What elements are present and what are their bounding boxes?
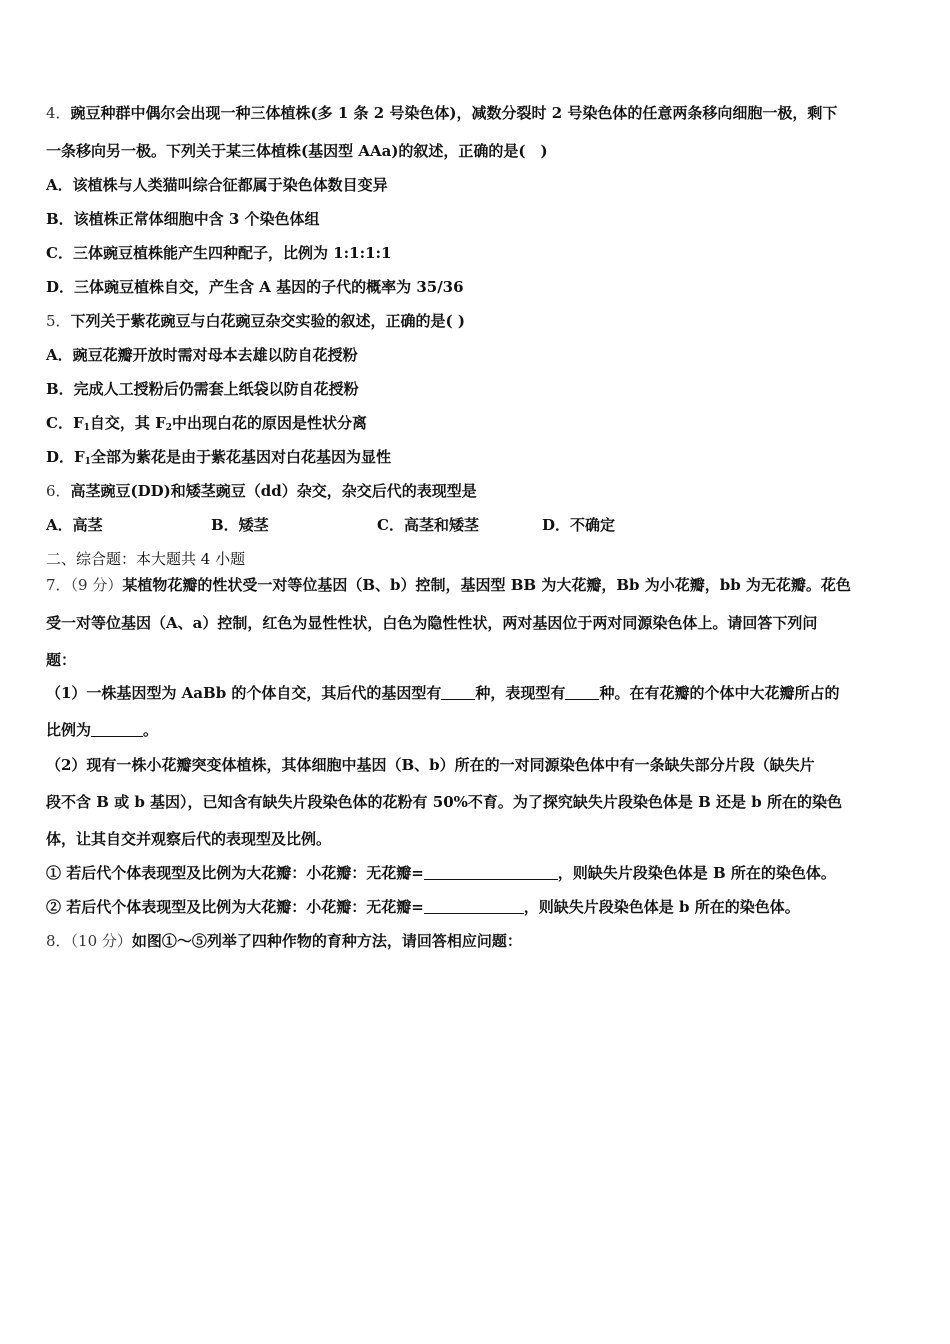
q6-option-a: A．高茎 [46, 516, 103, 534]
q6-option-b: B．矮茎 [211, 516, 269, 534]
q4-option-a: A．该植株与人类猫叫综合征都属于染色体数目变异 [46, 176, 388, 194]
q6-option-d: D．不确定 [542, 516, 616, 534]
q8-stem: 8．（10 分）如图①～⑤列举了四种作物的育种方法，请回答相应问题： [46, 932, 522, 950]
q7-part2-line3: 体，让其自交并观察后代的表现型及比例。 [46, 830, 332, 848]
q4-stem-line2: 一条移向另一极。下列关于某三体植株(基因型 AAa)的叙述，正确的是( ) [46, 142, 548, 160]
section-heading: 二、综合题：本大题共 4 小题 [46, 550, 246, 568]
q8-number: 8． [46, 932, 71, 950]
q5-option-b: B．完成人工授粉后仍需套上纸袋以防自花授粉 [46, 380, 359, 398]
q7-stem-line3: 题： [46, 651, 77, 669]
answer-blank[interactable] [441, 685, 475, 700]
answer-blank[interactable] [565, 685, 599, 700]
q7-part2-line1: （2）现有一株小花瓣突变体植株，其体细胞中基因（B、b）所在的一对同源染色体中有一条缺失部分片段（缺失片 [46, 756, 815, 774]
q4-option-b: B．该植株正常体细胞中含 3 个染色体组 [46, 210, 320, 228]
q4-stem-line1: 4．豌豆种群中偶尔会出现一种三体植株(多 1 条 2 号染色体)，减数分裂时 2 号染色体的任意两条移向细胞一极，剩下 [46, 104, 838, 122]
q4-number: 4． [46, 104, 71, 122]
q6-stem: 6．高茎豌豆(DD)和矮茎豌豆（dd）杂交，杂交后代的表现型是 [46, 482, 477, 500]
q7-part1-line1: （1）一株基因型为 AaBb 的个体自交，其后代的基因型有 种，表现型有 种。在有花瓣的个体中大花瓣所占的 [46, 684, 840, 702]
answer-blank[interactable] [91, 722, 143, 737]
q6-option-c: C．高茎和矮茎 [377, 516, 479, 534]
q7-stem-line1: 7．（9 分）某植物花瓣的性状受一对等位基因（B、b）控制，基因型 BB 为大花瓣，Bb 为小花瓣，bb 为无花瓣。花色 [46, 576, 851, 594]
q7-case2: ② 若后代个体表现型及比例为大花瓣：小花瓣：无花瓣= ，则缺失片段染色体是 b 所在的染色体。 [46, 898, 800, 916]
q5-number: 5． [46, 312, 71, 330]
q4-option-d: D．三体豌豆植株自交，产生含 A 基因的子代的概率为 35/36 [46, 278, 464, 296]
q7-number: 7． [46, 576, 71, 594]
q5-option-a: A．豌豆花瓣开放时需对母本去雄以防自花授粉 [46, 346, 358, 364]
q7-part2-line2: 段不含 B 或 b 基因），已知含有缺失片段染色体的花粉有 50%不育。为了探究缺失片段染色体是 B 还是 b 所在的染色 [46, 793, 842, 811]
q7-case1: ① 若后代个体表现型及比例为大花瓣：小花瓣：无花瓣= ，则缺失片段染色体是 B 所在的染色体。 [46, 864, 836, 882]
q7-stem-line2: 受一对等位基因（A、a）控制，红色为显性性状，白色为隐性性状，两对基因位于两对同源染色体上。请回答下列问 [46, 614, 818, 632]
q7-score: （9 分） [70, 576, 123, 594]
q5-option-c: C．$F_1$自交，其 $F_2$中出现白花的原因是性状分离 [46, 414, 368, 433]
q5-option-d: D．$F_1$全部为紫花是由于紫花基因对白花基因为显性 [46, 448, 391, 467]
q8-score: （10 分） [70, 932, 132, 950]
q7-part1-line2: 比例为 。 [46, 721, 159, 739]
answer-blank[interactable] [424, 899, 524, 914]
q6-number: 6． [46, 482, 71, 500]
q5-stem: 5．下列关于紫花豌豆与白花豌豆杂交实验的叙述，正确的是( ) [46, 312, 465, 330]
q4-option-c: C．三体豌豆植株能产生四种配子，比例为 1:1:1:1 [46, 244, 392, 262]
answer-blank[interactable] [424, 865, 558, 880]
